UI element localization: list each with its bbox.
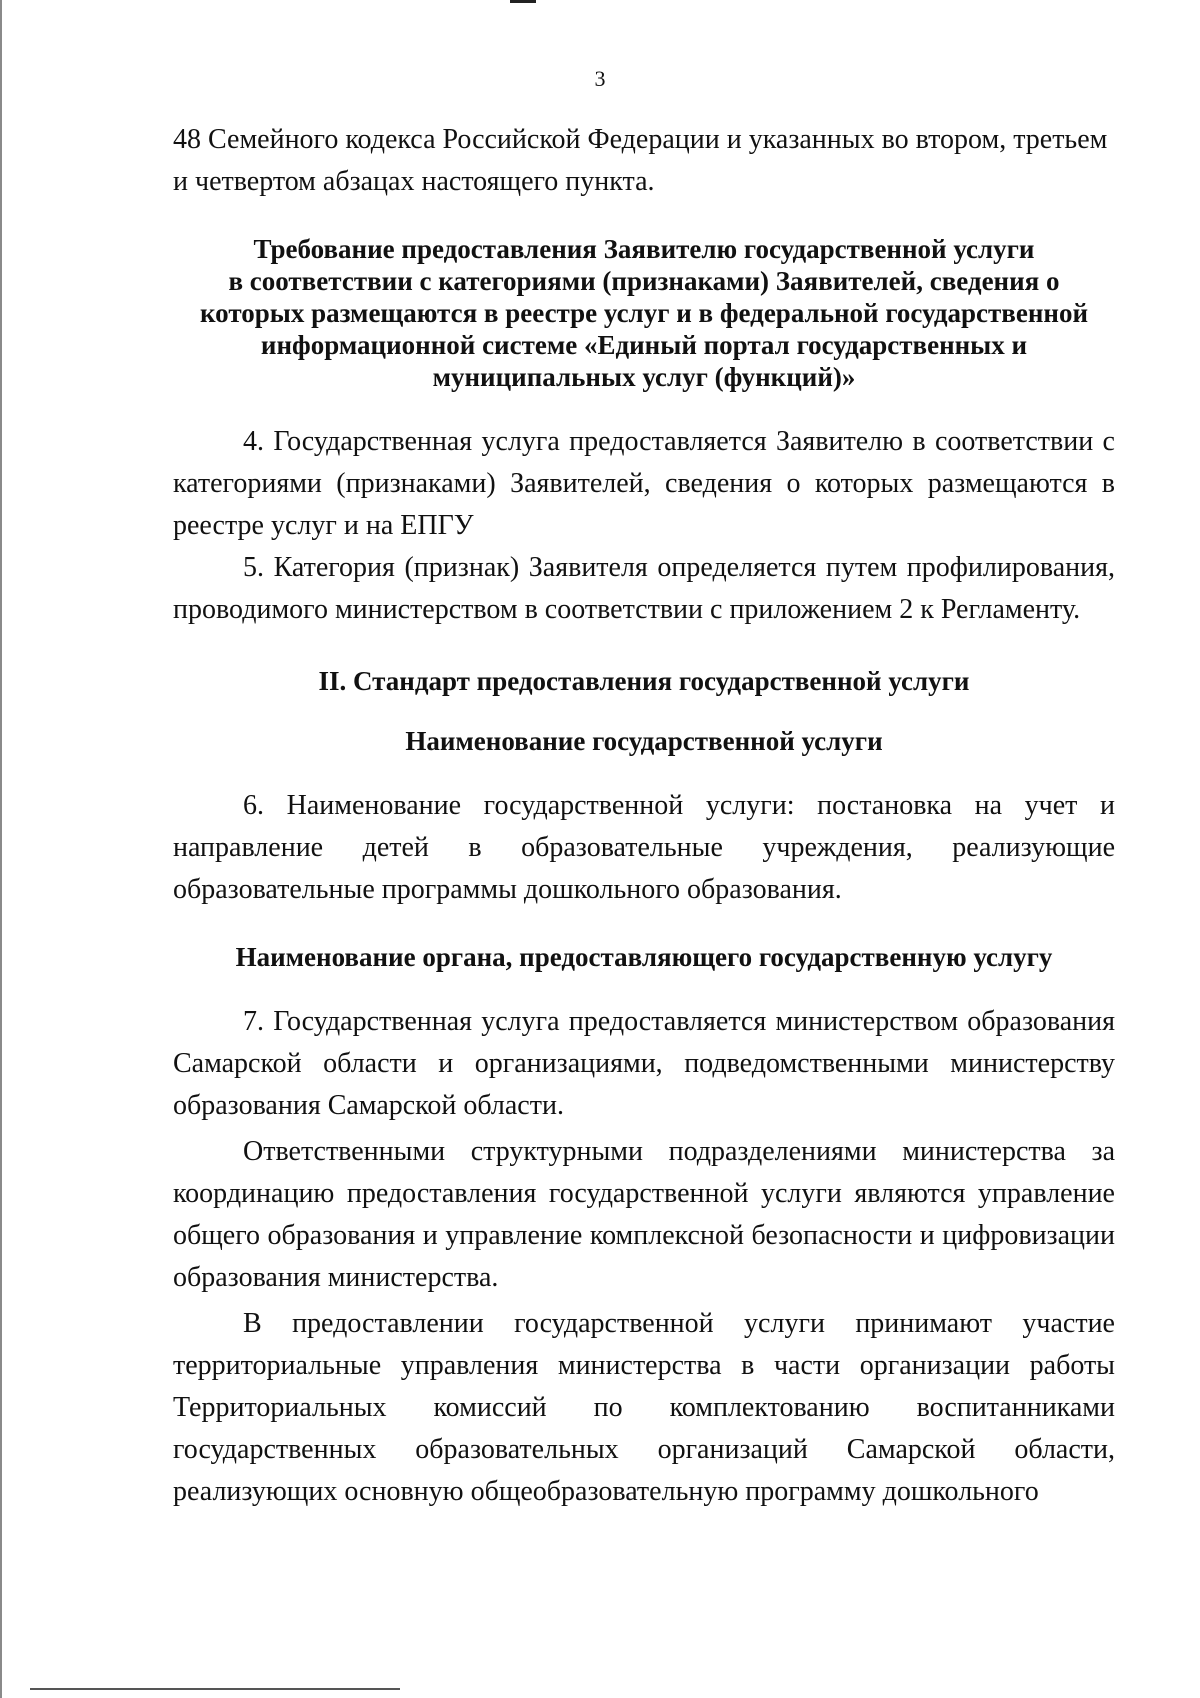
section-heading-requirement [173,233,1115,393]
subheading-service-name: Наименование государственной услуги [405,726,883,756]
heading-line: которых размещаются в реестре услуг и в федеральной государственной [199,298,1089,328]
heading-line: муниципальных услуг (функций)» [432,362,856,392]
paragraph-6: 6. Наименование государственной услуги: постановка на учет и направление детей в образовательные учреждения, реализующие образовательные программы дошкольного образования. [173,790,1115,905]
paragraph-7-territorial-units: В предоставлении государственной услуги принимают участие территориальные управления министерства в части организации работы Территориальных комиссий по комплектованию воспитанниками государственных образовательных организаций Самарской области, реализующих основную общеобразовательную программу дошкольного [173,1308,1115,1507]
subheading-authority-name: Наименование органа, предоставляющего государственную услугу [235,942,1053,972]
paragraph-text: 48 Семейного кодекса Российской Федерации и указанных во втором, третьем [173,124,1108,155]
paragraph-4: 4. Государственная услуга предоставляется Заявителю в соответствии с категориями (признаками) Заявителей, сведения о которых размещаются в реестре услуг и на ЕПГУ [173,426,1115,541]
heading-line: информационной системе «Единый портал государственных и [260,330,1028,360]
heading-line: в соответствии с категориями (признаками) Заявителей, сведения о [228,266,1060,296]
section-heading-standard: II. Стандарт предоставления государственной услуги [318,666,970,696]
scan-line-bottom [30,1688,400,1690]
page-number: 3 [594,66,606,91]
paragraph-7-responsible-units: Ответственными структурными подразделениями министерства за координацию предоставления государственной услуги являются управление общего образования и управление комплексной безопасности и цифровизации образования министерства. [173,1136,1115,1293]
paragraph-5: 5. Категория (признак) Заявителя определяется путем профилирования, проводимого министерством в соответствии с приложением 2 к Регламенту. [173,552,1115,625]
document-body [173,119,1115,1513]
scan-mark-top [510,0,536,3]
paragraph-3-continued-line-2: и четвертом абзацах настоящего пункта. [173,166,655,197]
paragraph-3-continued-line-1 [173,119,1115,161]
paragraph-7: 7. Государственная услуга предоставляется министерством образования Самарской области и организациями, подведомственными министерству образования Самарской области. [173,1006,1115,1121]
heading-line: Требование предоставления Заявителю государственной услуги [253,234,1035,264]
scan-edge-left [0,0,2,1698]
